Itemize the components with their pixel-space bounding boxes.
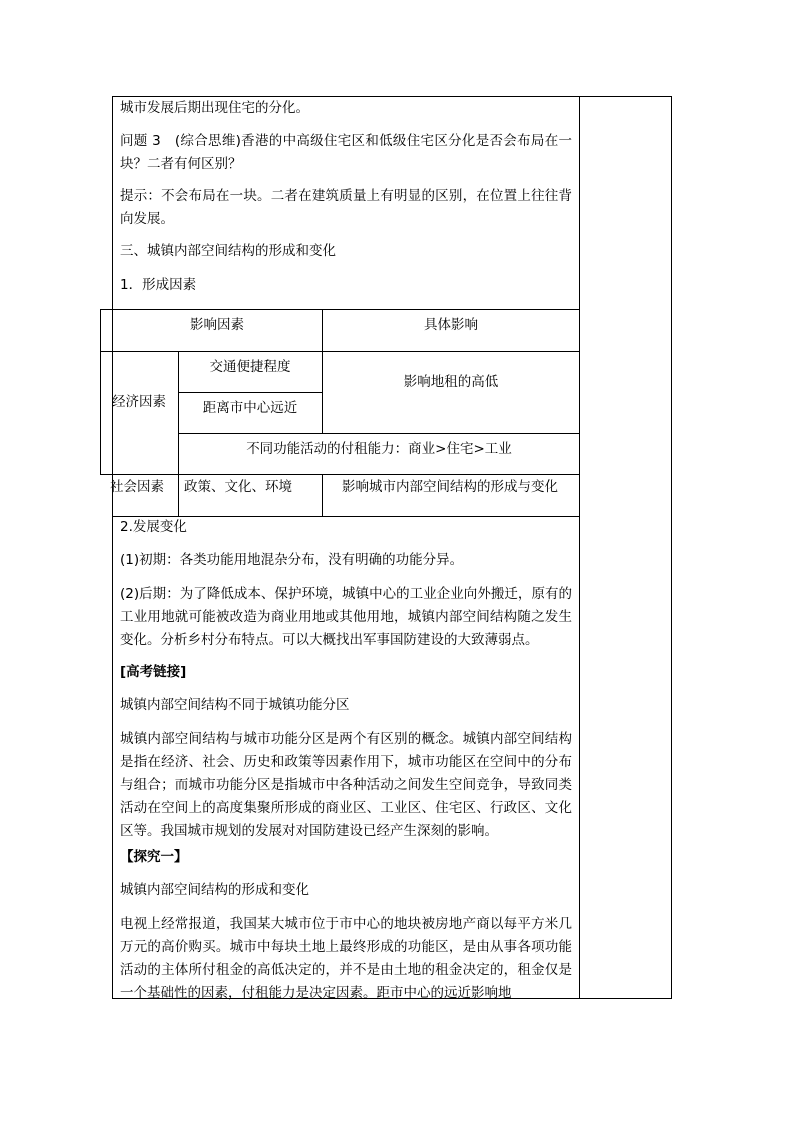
header-factor: 影响因素 [190, 317, 244, 333]
paragraph: 城镇内部空间结构与城市功能分区是两个有区别的概念。城镇内部空间结构是指在经济、社会、历史和政策等因素作用下，城市功能区在空间中的分布与组合；而城市功能分区是指城市中各种活动之间发生空间竞争，导致同类活动在空间上的高度集聚所形成的商业区、工业区、住宅区、行政区、文化区等。我国城市规划的发展对对国防建设已经产生深刻的影响。 [120, 731, 572, 839]
paragraph: 城市发展后期出现住宅的分化。 [120, 100, 309, 116]
outer-table-right-border [671, 96, 672, 999]
outer-table-left-border [112, 96, 113, 309]
subsection-heading: 2.发展变化 [120, 519, 187, 535]
paragraph: 城镇内部空间结构不同于城镇功能分区 [120, 697, 350, 713]
paragraph: (2)后期：为了降低成本、保护环境，城镇中心的工业企业向外搬迁，原有的工业用地就可能被改造为商业用地或其他用地，城镇内部空间结构随之发生变化。分析乡村分布特点。可以大概找出军事国防建设的大致薄弱点。 [120, 586, 572, 648]
social-effect: 影响城市内部空间结构的形成与变化 [342, 479, 558, 495]
hint-paragraph: 提示：不会布局在一块。二者在建筑质量上有明显的区别，在位置上往往背向发展。 [120, 188, 572, 227]
paragraph: (1)初期：各类功能用地混杂分布，没有明确的功能分异。 [120, 552, 464, 568]
social-factors: 政策、文化、环境 [184, 479, 292, 495]
outer-table-divider [579, 96, 580, 999]
exam-link-heading: [高考链接] [120, 664, 187, 680]
outer-table-left-border-lower [112, 516, 113, 999]
header-effect: 具体影响 [424, 317, 478, 333]
distance-factor: 距离市中心远近 [202, 400, 298, 416]
economic-factor-label: 经济因素 [112, 394, 166, 410]
paragraph: 城镇内部空间结构的形成和变化 [120, 882, 309, 898]
paragraph: 电视上经常报道，我国某大城市位于市中心的地块被房地产商以每平方米几万元的高价购买。城市中每块土地上最终形成的功能区，是由从事各项功能活动的主体所付租金的高低决定的，并不是由土地的租金决定的，租金仅是一个基础性的因素，付租能力是决定因素。距市中心的远近影响地 [120, 916, 572, 1001]
section-heading: 三、城镇内部空间结构的形成和变化 [120, 243, 336, 259]
subsection-heading: 1．形成因素 [120, 277, 197, 293]
question-paragraph: 问题 3 (综合思维)香港的中高级住宅区和低级住宅区分化是否会布局在一块？二者有何区别？ [120, 133, 572, 172]
rent-effect: 影响地租的高低 [403, 374, 499, 390]
social-factor-label: 社会因素 [110, 479, 164, 495]
rent-ability: 不同功能活动的付租能力：商业>住宅>工业 [246, 441, 512, 457]
traffic-factor: 交通便捷程度 [209, 359, 291, 375]
explore-heading: 【探究一】 [120, 849, 188, 865]
